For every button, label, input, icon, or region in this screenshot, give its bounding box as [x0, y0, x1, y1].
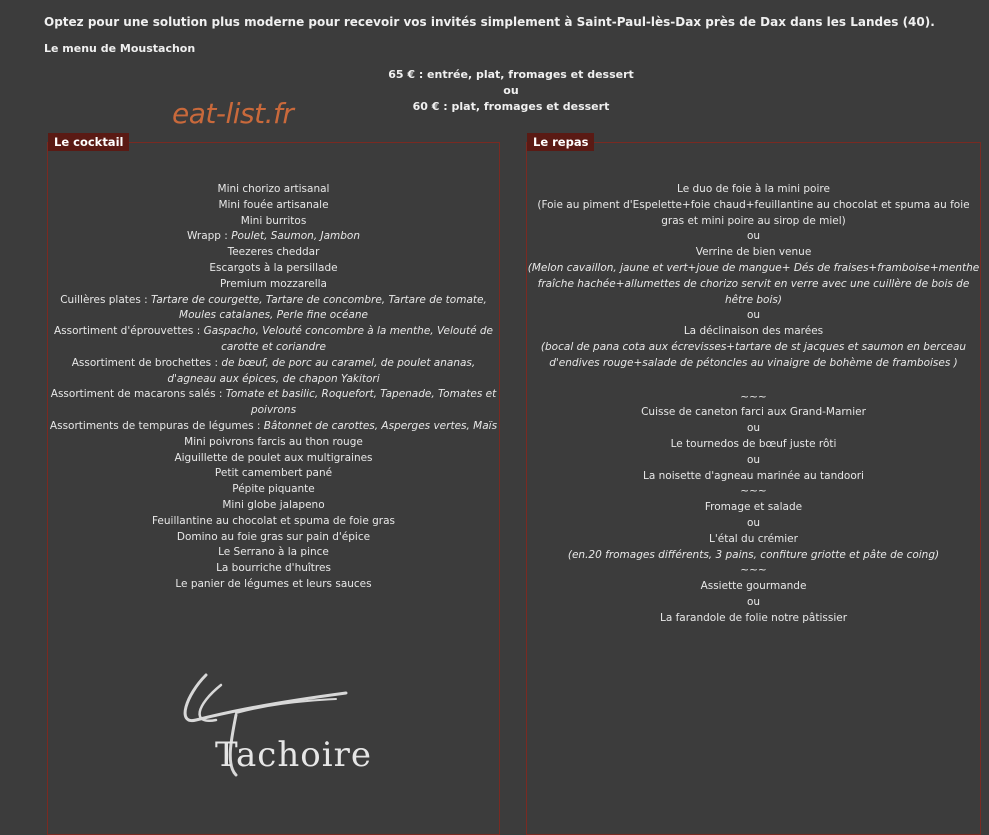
cocktail-item: [48, 182, 499, 198]
cocktail-item-label: Domino au foie gras sur pain d'épice: [176, 530, 371, 543]
repas-line: ou: [746, 595, 761, 608]
cocktail-item: [48, 324, 499, 356]
cocktail-item-label: Premium mozzarella: [220, 277, 327, 290]
repas-line: La déclinaison des marées: [683, 325, 824, 338]
repas-line: Cuisse de caneton farci aux Grand-Marnier: [641, 406, 866, 419]
cocktail-item-label: Aiguillette de poulet aux multigraines: [174, 451, 373, 464]
cocktail-list: [48, 182, 499, 593]
repas-line: Fromage et salade: [704, 501, 803, 514]
repas-line: ~~~: [740, 485, 767, 498]
cocktail-item-label: Teezeres cheddar: [227, 246, 320, 259]
repas-line: ou: [746, 230, 761, 243]
repas-line: (Foie au piment d'Espelette+foie chaud+feuillantine au chocolat et spuma au foie gras et mini poire au sirop de miel): [537, 198, 970, 227]
cocktail-item: [48, 482, 499, 498]
repas-line: Le tournedos de bœuf juste rôti: [670, 437, 837, 450]
price-or: ou: [503, 84, 519, 97]
repas-line: (bocal de pana cota aux écrevisses+tartare de st jacques et saumon en berceau d'endives rouge+salade de pétoncles au vinaigre de bohème de framboises ): [540, 340, 967, 369]
cocktail-item-label: Feuillantine au chocolat et spuma de foie gras: [151, 514, 396, 527]
repas-line: [527, 372, 980, 390]
cocktail-item-label: Assortiment d'éprouvettes :: [53, 325, 204, 338]
cocktail-item-label: Le Serrano à la pince: [218, 546, 329, 559]
cocktail-item-label: Wrapp :: [186, 230, 232, 243]
price-line-60: 60 € : plat, fromages et dessert: [412, 100, 610, 113]
repas-line: ou: [746, 453, 761, 466]
logo-text: Tachoire: [215, 735, 372, 775]
repas-line: ou: [746, 516, 761, 529]
repas-line: La farandole de folie notre pâtissier: [659, 611, 848, 624]
repas-line: ~~~: [740, 564, 767, 577]
cocktail-item-detail: Poulet, Saumon, Jambon: [231, 230, 361, 243]
cocktail-item-detail: Tomate et basilic, Roquefort, Tapenade, Tomates et poivrons: [225, 388, 497, 417]
menu-title: Le menu de Moustachon: [44, 42, 196, 55]
cocktail-item: [48, 245, 499, 261]
cocktail-item: [48, 451, 499, 467]
watermark: eat-list.fr: [172, 97, 294, 130]
cocktail-item-label: Mini burritos: [240, 214, 307, 227]
cocktail-item-label: Petit camembert pané: [214, 467, 333, 480]
cocktail-item: [48, 498, 499, 514]
cocktail-item: [48, 356, 499, 388]
repas-line: ou: [746, 309, 761, 322]
repas-line: Verrine de bien venue: [695, 246, 812, 259]
cocktail-item: [48, 277, 499, 293]
cocktail-item: [48, 435, 499, 451]
cocktail-item: [48, 198, 499, 214]
cocktail-item: [48, 561, 499, 577]
cocktail-title: Le cocktail: [48, 133, 129, 151]
repas-section: [526, 133, 981, 835]
cocktail-item-detail: de bœuf, de porc au caramel, de poulet ananas, d'agneau aux épices, de chapon Yakitori: [167, 356, 476, 385]
cocktail-item: [48, 530, 499, 546]
repas-line: ou: [746, 422, 761, 435]
cocktail-item-label: Pépite piquante: [232, 483, 315, 496]
cocktail-item-label: Cuillères plates :: [60, 293, 152, 306]
intro-text: Optez pour une solution plus moderne pour recevoir vos invités simplement à Saint-Paul-lès-Dax près de Dax dans les Landes (40).: [44, 15, 935, 29]
cocktail-item-label: Mini chorizo artisanal: [217, 183, 330, 195]
cocktail-item-label: Assortiment de macarons salés :: [50, 388, 226, 401]
cocktail-item: [48, 293, 499, 325]
price-line-65: 65 € : entrée, plat, fromages et dessert: [388, 68, 634, 81]
cocktail-item: [48, 466, 499, 482]
repas-line: ~~~: [740, 390, 767, 403]
repas-line: (en.20 fromages différents, 3 pains, confiture griotte et pâte de coing): [567, 548, 940, 561]
cocktail-item: [48, 577, 499, 593]
repas-line: La noisette d'agneau marinée au tandoori: [643, 469, 864, 482]
cocktail-item-label: Escargots à la persillade: [209, 261, 338, 274]
repas-line: L'étal du crémier: [709, 532, 798, 545]
cocktail-item: [48, 514, 499, 530]
cocktail-item-label: Mini poivrons farcis au thon rouge: [184, 435, 363, 448]
cocktail-item: [48, 419, 499, 435]
cocktail-item-label: Assortiments de tempuras de légumes :: [49, 419, 264, 432]
cocktail-item: [48, 229, 499, 245]
cocktail-item-label: Assortiment de brochettes :: [71, 356, 222, 369]
cocktail-item-detail: Tartare de courgette, Tartare de concombre, Tartare de tomate, Moules catalanes, Perle fine océane: [151, 293, 487, 322]
cocktail-item-detail: Gaspacho, Velouté concombre à la menthe, Velouté de carotte et coriandre: [203, 325, 494, 353]
repas-title: Le repas: [527, 133, 594, 151]
cocktail-item: [48, 545, 499, 561]
repas-line: (Melon cavaillon, jaune et vert+joue de mangue+ Dés de fraises+framboise+menthe fraîche hachée+allumettes de chorizo servit en verre avec une cuillère de bois de hêtre bois): [527, 261, 980, 306]
repas-line: Assiette gourmande: [700, 580, 807, 593]
repas-list: [527, 182, 980, 627]
cocktail-item-label: La bourriche d'huîtres: [216, 562, 331, 575]
price-block: [0, 67, 989, 115]
repas-line: Le duo de foie à la mini poire: [677, 183, 830, 195]
cocktail-item-label: Mini fouée artisanale: [218, 198, 329, 211]
cocktail-item-detail: Bâtonnet de carottes, Asperges vertes, Maïs: [263, 419, 498, 432]
cocktail-item-label: Le panier de légumes et leurs sauces: [175, 577, 372, 590]
cocktail-item-label: Mini globe jalapeno: [222, 498, 325, 511]
cocktail-item: [48, 387, 499, 419]
cocktail-item: [48, 261, 499, 277]
cocktail-item: [48, 214, 499, 230]
